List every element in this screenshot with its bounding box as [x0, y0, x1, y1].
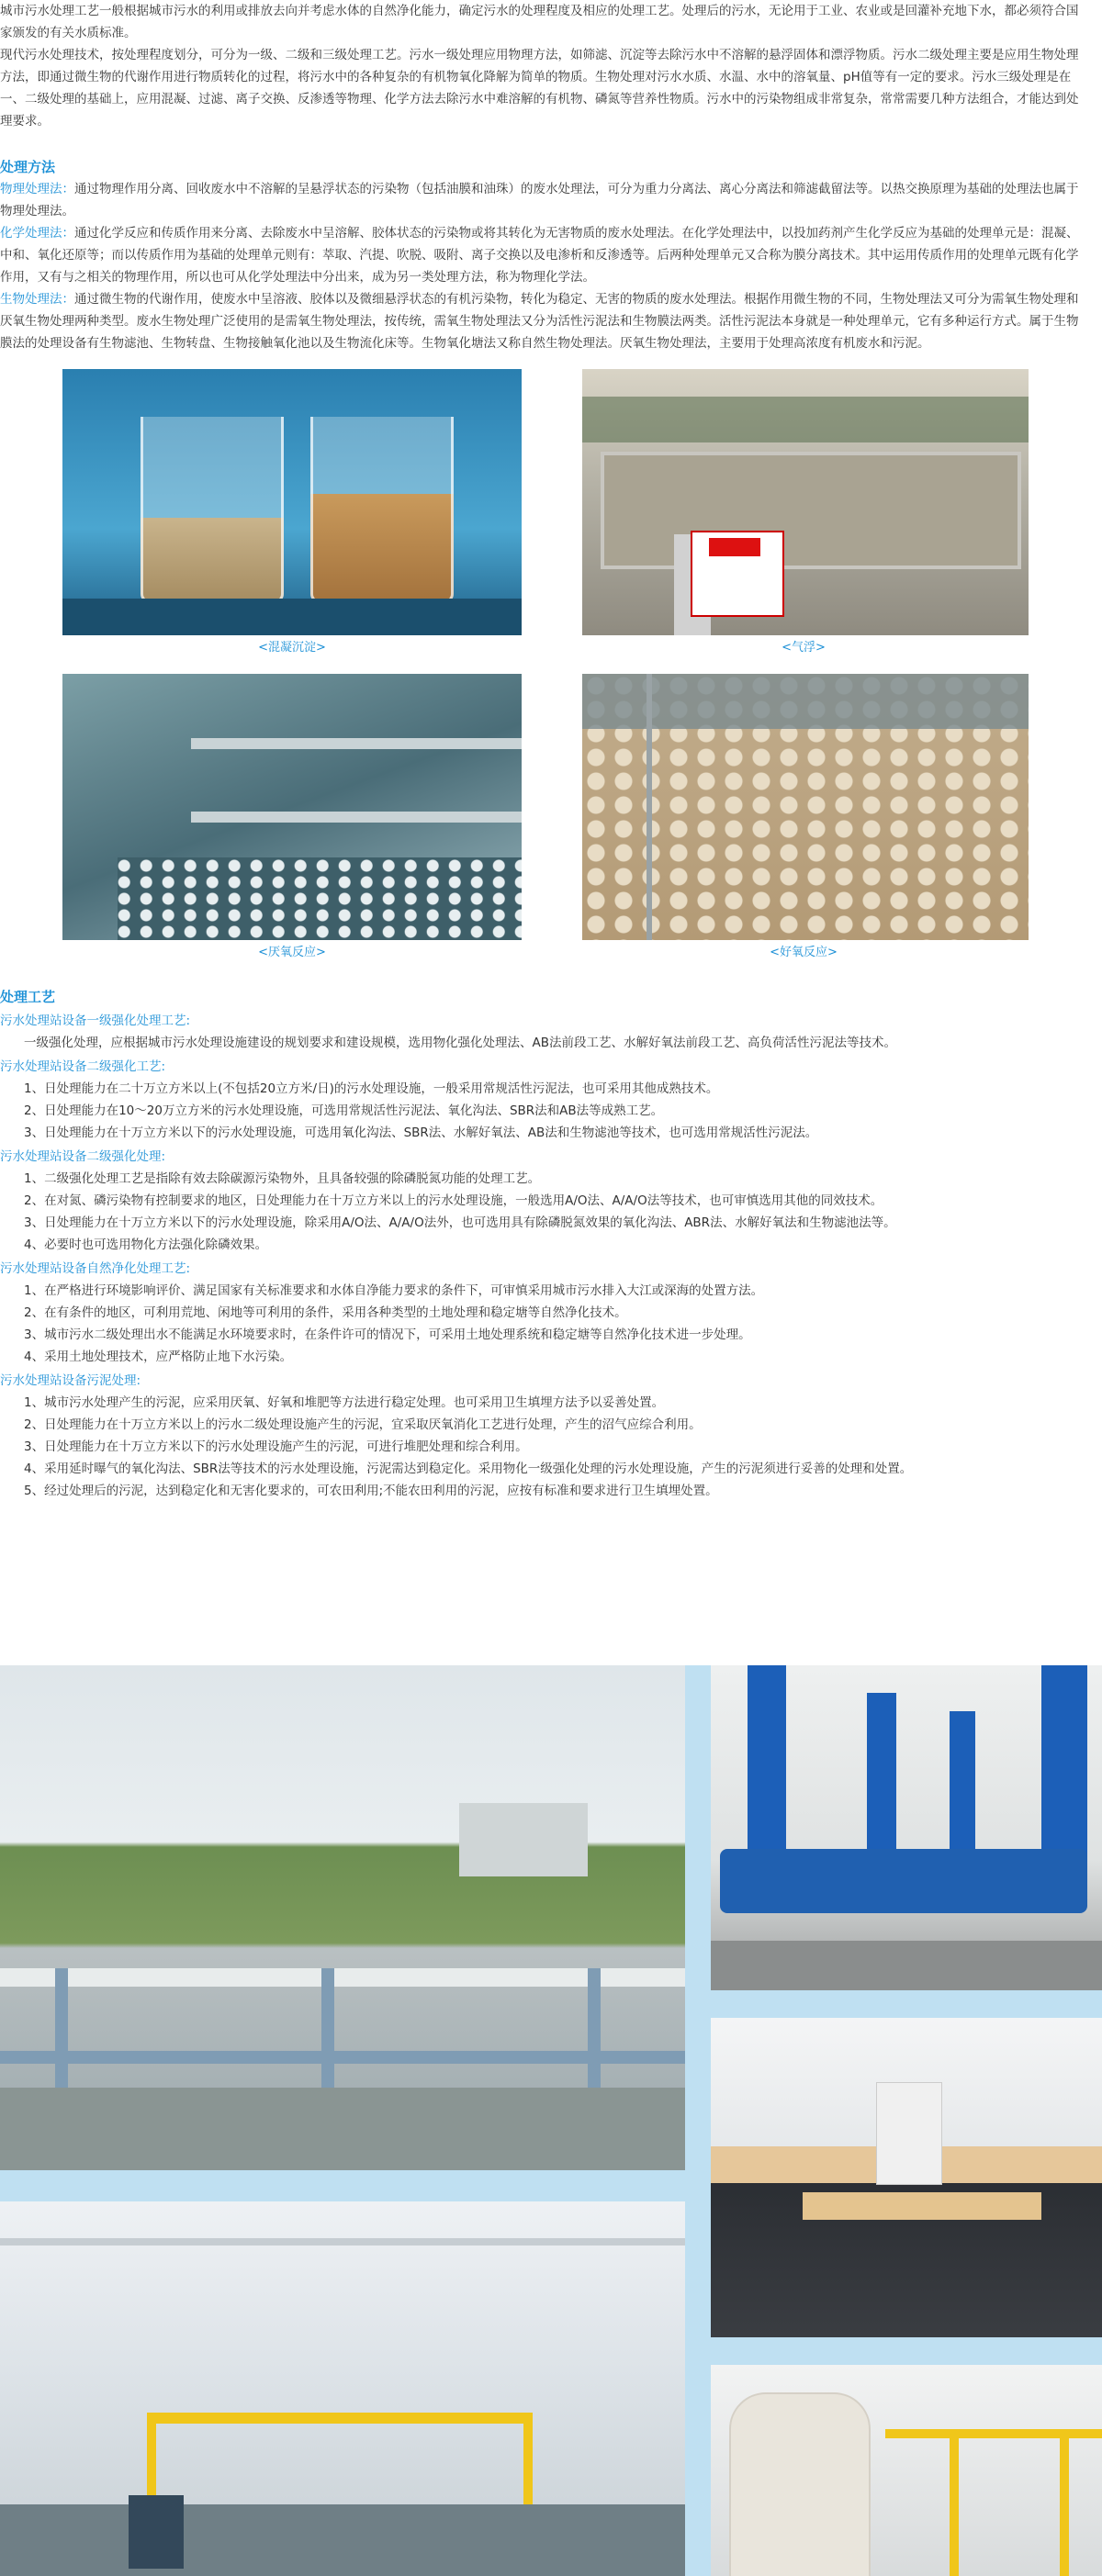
- caption-anaerobic: <厌氧反应>: [258, 946, 326, 959]
- method-biological: [0, 288, 1087, 354]
- method-lead: 物理处理法：: [0, 182, 74, 196]
- process-title: 处理工艺: [0, 989, 56, 1005]
- outdoor-plant-photo: [0, 1665, 685, 2170]
- group-item: 4、采用延时曝气的氧化沟法、SBR法等技术的污水处理设施，污泥需达到稳定化。采用物化一级强化处理的污水处理设施，产生的污泥须进行妥善的处理和处置。: [24, 1462, 913, 1476]
- group-item: 4、采用土地处理技术，应严格防止地下水污染。: [24, 1350, 293, 1364]
- method-lead: 化学处理法：: [0, 226, 74, 241]
- caption-coagulation: <混凝沉淀>: [258, 641, 326, 655]
- group-item: 3、日处理能力在十万立方米以下的污水处理设施产生的污泥，可进行堆肥处理和综合利用。: [24, 1439, 528, 1454]
- method-text: 通过化学反应和传质作用来分离、去除废水中呈溶解、胶体状态的污染物或将其转化为无害物质的废水处理法。在化学处理法中，以投加药剂产生化学反应为基础的处理单元是：混凝、中和、氧化还原等；而以传质作用为基础的处理单元则有：萃取、汽提、吹脱、吸附、离子交换以及电渗析和反渗透等。后两种处理单元又合称为膜分离技术。其中运用传质作用的处理单元既有化学作用，又有与之相关的物理作用，所以也可从化学处理法中分出来，成为另一类处理方法，称为物理化学法。: [0, 226, 1079, 285]
- group-item: 一级强化处理，应根据城市污水处理设施建设的规划要求和建设规模，选用物化强化处理法、AB法前段工艺、水解好氧法前段工艺、高负荷活性污泥法等技术。: [24, 1036, 896, 1050]
- anaerobic-photo: [62, 674, 522, 940]
- intro-paragraph: 城市污水处理工艺一般根据城市污水的利用或排放去向并考虑水体的自然净化能力，确定污水的处理程度及相应的处理工艺。处理后的污水，无论用于工业、农业或是回灌补充地下水，都必须符合国家颁发的有关水质标准。: [0, 4, 1079, 40]
- facility-photo-collage: [0, 1665, 1102, 2576]
- coagulation-photo: [62, 369, 522, 635]
- intro-section: [0, 0, 1087, 132]
- indoor-tanks-photo: [0, 2201, 685, 2576]
- caption-aerobic: <好氧反应>: [770, 946, 838, 959]
- methods-title: 处理方法: [0, 159, 56, 175]
- method-text: 通过微生物的代谢作用，使废水中呈溶液、胶体以及微细悬浮状态的有机污染物，转化为稳定、无害的物质的废水处理法。根据作用微生物的不同，生物处理法又可分为需氧生物处理和厌氧生物处理两种类型。废水生物处理广泛使用的是需氧生物处理法，按传统，需氧生物处理法又分为活性污泥法和生物膜法两类。活性污泥法本身就是一种处理单元，它有多种运行方式。属于生物膜法的处理设备有生物滤池、生物转盘、生物接触氧化池以及生物流化床等。生物氧化塘法又称自然生物处理法。厌氧生物处理法，主要用于处理高浓度有机废水和污泥。: [0, 292, 1079, 351]
- group-item: 3、城市污水二级处理出水不能满足水环境要求时，在条件许可的情况下，可采用土地处理系统和稳定塘等自然净化技术进一步处理。: [24, 1327, 751, 1342]
- group-item: 2、日处理能力在10～20万立方米的污水处理设施，可选用常规活性污泥法、氧化沟法、SBR法和AB法等成熟工艺。: [24, 1103, 664, 1118]
- group-item: 4、必要时也可选用物化方法强化除磷效果。: [24, 1238, 268, 1252]
- process-section: [0, 986, 1087, 1502]
- group-heading: 污水处理站设备污泥处理:: [0, 1373, 141, 1388]
- method-chemical: [0, 222, 1087, 288]
- method-text: 通过物理作用分离、回收废水中不溶解的呈悬浮状态的污染物（包括油膜和油珠）的废水处理法，可分为重力分离法、离心分离法和筛滤截留法等。以热交换原理为基础的处理法也属于物理处理法。: [0, 182, 1079, 218]
- air-flotation-photo: [582, 369, 1029, 635]
- group-item: 2、日处理能力在十万立方米以上的污水二级处理设施产生的污泥，宜采取厌氧消化工艺进行处理，产生的沼气应综合利用。: [24, 1417, 702, 1432]
- chemical-tank-photo: [711, 2365, 1102, 2576]
- group-heading: 污水处理站设备二级强化处理:: [0, 1149, 166, 1164]
- caption-air-flotation: <气浮>: [782, 641, 826, 655]
- method-lead: 生物处理法：: [0, 292, 74, 307]
- method-physical: [0, 178, 1087, 222]
- aerobic-photo: [582, 674, 1029, 940]
- group-heading: 污水处理站设备一级强化处理工艺:: [0, 1014, 191, 1028]
- blower-room-photo: [711, 1665, 1102, 1990]
- laboratory-photo: [711, 2018, 1102, 2337]
- group-item: 5、经过处理后的污泥，达到稳定化和无害化要求的，可农田利用;不能农田利用的污泥，应按有标准和要求进行卫生填埋处置。: [24, 1484, 718, 1498]
- group-heading: 污水处理站设备自然净化处理工艺:: [0, 1261, 191, 1276]
- group-item: 1、在严格进行环境影响评价、满足国家有关标准要求和水体自净能力要求的条件下，可审慎采用城市污水排入大江或深海的处置方法。: [24, 1283, 764, 1298]
- group-heading: 污水处理站设备二级强化工艺:: [0, 1059, 166, 1074]
- group-item: 3、日处理能力在十万立方米以下的污水处理设施，可选用氧化沟法、SBR法、水解好氧法、AB法和生物滤池等技术，也可选用常规活性污泥法。: [24, 1126, 818, 1140]
- group-item: 2、在对氮、磷污染物有控制要求的地区，日处理能力在十万立方米以上的污水处理设施，一般选用A/O法、A/A/O法等技术，也可审慎选用其他的同效技术。: [24, 1193, 883, 1208]
- intro-paragraph: 现代污水处理技术，按处理程度划分，可分为一级、二级和三级处理工艺。污水一级处理应用物理方法，如筛滤、沉淀等去除污水中不溶解的悬浮固体和漂浮物质。污水二级处理主要是应用生物处理方法，即通过微生物的代谢作用进行物质转化的过程，将污水中的各种复杂的有机物氧化降解为简单的物质。生物处理对污水水质、水温、水中的溶氧量、pH值等有一定的要求。污水三级处理是在一、二级处理的基础上，应用混凝、过滤、离子交换、反渗透等物理、化学方法去除污水中难溶解的有机物、磷氮等营养性物质。污水中的污染物组成非常复杂，常常需要几种方法组合，才能达到处理要求。: [0, 48, 1079, 129]
- process-photo-grid: [0, 369, 1087, 993]
- group-item: 1、城市污水处理产生的污泥，应采用厌氧、好氧和堆肥等方法进行稳定处理。也可采用卫生填埋方法予以妥善处置。: [24, 1395, 665, 1410]
- group-item: 1、二级强化处理工艺是指除有效去除碳源污染物外，且具备较强的除磷脱氮功能的处理工艺。: [24, 1171, 541, 1186]
- group-item: 3、日处理能力在十万立方米以下的污水处理设施，除采用A/O法、A/A/O法外，也可选用具有除磷脱氮效果的氧化沟法、ABR法、水解好氧法和生物滤池法等。: [24, 1215, 896, 1230]
- group-item: 1、日处理能力在二十万立方米以上(不包括20立方米/日)的污水处理设施，一般采用常规活性污泥法，也可采用其他成熟技术。: [24, 1081, 719, 1096]
- group-item: 2、在有条件的地区，可利用荒地、闲地等可利用的条件，采用各种类型的土地处理和稳定塘等自然净化技术。: [24, 1305, 627, 1320]
- methods-section: [0, 156, 1087, 354]
